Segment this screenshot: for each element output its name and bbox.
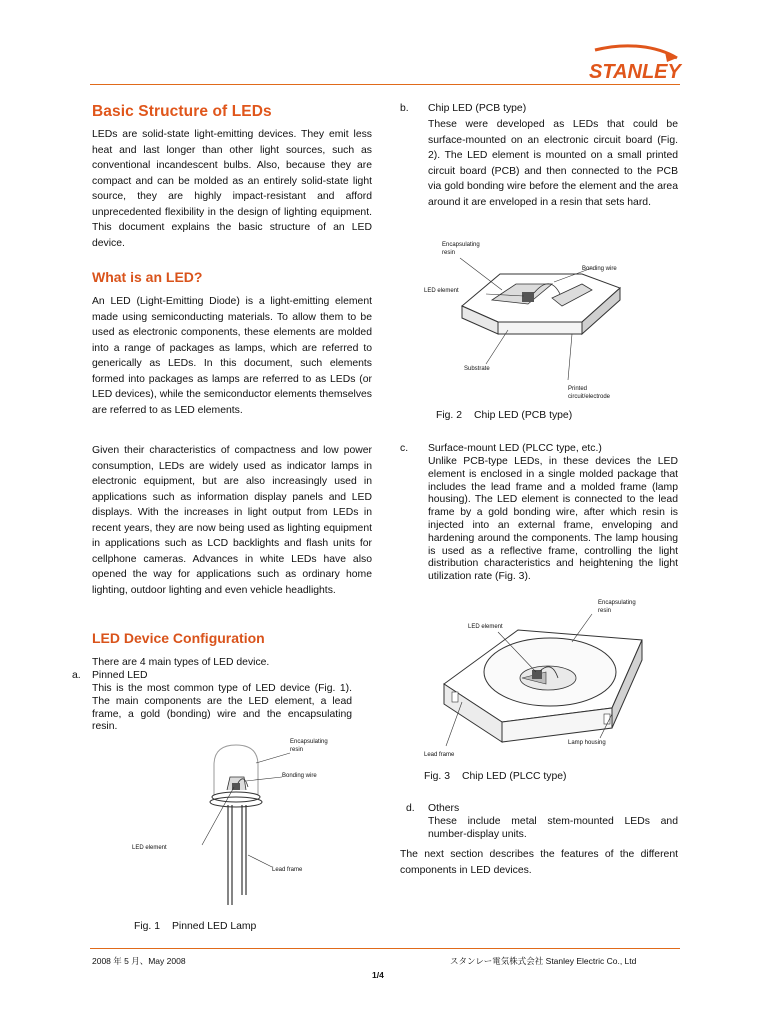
what-paragraph-1: An LED (Light-Emitting Diode) is a light-emitting element made using semiconducting materials. To allow them to be used as electronic components, these elements are molded into a range of packages as lamps, which are referred to generically as LEDs. In this document, such elements formed into packages as lamps are referred to as LEDs (or LED devices), while the semiconductor elements themselves are referred to as LED elements. <box>92 296 372 416</box>
what-heading: What is an LED? <box>92 269 203 285</box>
item-title: Pinned LED <box>92 670 148 681</box>
footer-company: スタンレー電気株式会社 Stanley Electric Co., Ltd <box>450 956 637 966</box>
label-bonding-wire: Bonding wire <box>582 266 617 272</box>
label-led-element: LED element <box>132 845 167 851</box>
item-others <box>400 803 678 841</box>
label-led-element: LED element <box>468 624 503 630</box>
footer-date: 2008 年 5 月、May 2008 <box>92 956 186 966</box>
figure-2-drawing <box>424 238 672 406</box>
figure-2-caption <box>436 410 572 421</box>
figure-1-caption <box>134 921 256 932</box>
item-marker: c. <box>400 443 409 454</box>
item-title: Chip LED (PCB type) <box>428 103 527 114</box>
caption-title: Chip LED (PLCC type) <box>462 771 567 782</box>
item-marker: d. <box>406 803 415 814</box>
label-pce-line1: Printed <box>568 386 588 392</box>
config-heading: LED Device Configuration <box>92 630 265 646</box>
caption-number: Fig. 3 <box>424 771 450 782</box>
caption-number: Fig. 2 <box>436 410 462 421</box>
page-title: Basic Structure of LEDs <box>92 103 272 120</box>
intro-paragraph: LEDs are solid-state light-emitting devices. They emit less heat and last longer than other light sources, such as conventional incandescent bulbs. Also, because they are compact and can be molded as an entirely solid-state light source, they are highly impact-resistant and afford unprecedented flexibility in the design of lighting equipment. This document explains the basic structure of an LED device. <box>92 129 372 249</box>
svg-text:STANLEY: STANLEY <box>589 61 681 83</box>
label-resin-line2: resin <box>442 250 456 256</box>
header-rule <box>90 84 680 85</box>
what-paragraph-2: Given their characteristics of compactness and low power consumption, LEDs are widely used as indicator lamps in electronic equipment, but are also increasingly used in applications such as information display panels and LED displays. With the increases in light output from LEDs in recent years, they are now being used as lighting equipment in applications such as LCD backlights and flash units for cellphone cameras. Advances in white LEDs have also opened the way for applications such as ordinary home lighting, outdoor lighting and even vehicle headlights. <box>92 445 372 596</box>
figure-2-chip-led <box>424 238 672 406</box>
item-title: Surface-mount LED (PLCC type, etc.) <box>428 443 602 454</box>
item-title: Others <box>428 803 460 814</box>
label-resin-line1: Encapsulating <box>290 739 328 745</box>
label-lead-frame: Lead frame <box>424 752 455 758</box>
item-marker: a. <box>72 670 81 681</box>
figure-1-pinned-led <box>132 735 362 915</box>
label-lead-frame: Lead frame <box>272 867 303 873</box>
figure-3-caption <box>424 771 567 782</box>
item-body: These include metal stem-mounted LEDs and number-display units. <box>428 816 678 840</box>
label-resin-line2: resin <box>598 608 612 614</box>
figure-3-drawing <box>422 596 672 760</box>
item-surface-mount-led <box>400 443 678 593</box>
label-bonding-wire: Bonding wire <box>282 773 317 779</box>
item-marker: b. <box>400 103 409 114</box>
item-body: These were developed as LEDs that could be surface-mounted on an electronic circuit board (Fig. 2). The LED element is mounted on a small printed circuit board (PCB) and then connected to the PCB via gold bonding wire before the element and the area around it are enveloped in a resin that sets hard. <box>428 119 678 208</box>
figure-1-drawing <box>132 735 362 915</box>
label-resin-line1: Encapsulating <box>442 242 480 248</box>
item-body: This is the most common type of LED device (Fig. 1). The main components are the LED element, a lead frame, a gold (bonding) wire and the encapsulating resin. <box>92 683 352 733</box>
closing-paragraph: The next section describes the features of the different components in LED devices. <box>400 849 678 876</box>
caption-title: Pinned LED Lamp <box>172 921 257 932</box>
label-lamp-housing: Lamp housing <box>568 740 606 746</box>
item-body: Unlike PCB-type LEDs, in these devices the LED element is enclosed in a single molded package that includes the lead frame and a molded frame (lamp housing). The LED element is connected to the lead frame by a gold bonding wire, after which resin is injected into an external frame, enveloping and hardening around the components. The lamp housing is used as a reflective frame, controlling the light distribution characteristics and heightening the light utilization rate (Fig. 3). <box>428 456 678 583</box>
item-pinned-led <box>72 670 372 740</box>
caption-title: Chip LED (PCB type) <box>474 410 573 421</box>
config-intro: There are 4 main types of LED device. <box>92 657 270 668</box>
caption-number: Fig. 1 <box>134 921 160 932</box>
figure-3-plcc-led <box>422 596 672 760</box>
label-resin-line2: resin <box>290 747 304 753</box>
label-led-element: LED element <box>424 288 459 294</box>
label-resin-line1: Encapsulating <box>598 600 636 606</box>
footer-rule <box>90 948 680 949</box>
stanley-logo <box>587 44 681 84</box>
item-chip-led-pcb <box>400 103 678 228</box>
label-substrate: Substrate <box>464 366 490 372</box>
page-number: 1/4 <box>372 970 384 980</box>
label-pce-line2: circuit/electrode <box>568 394 611 400</box>
